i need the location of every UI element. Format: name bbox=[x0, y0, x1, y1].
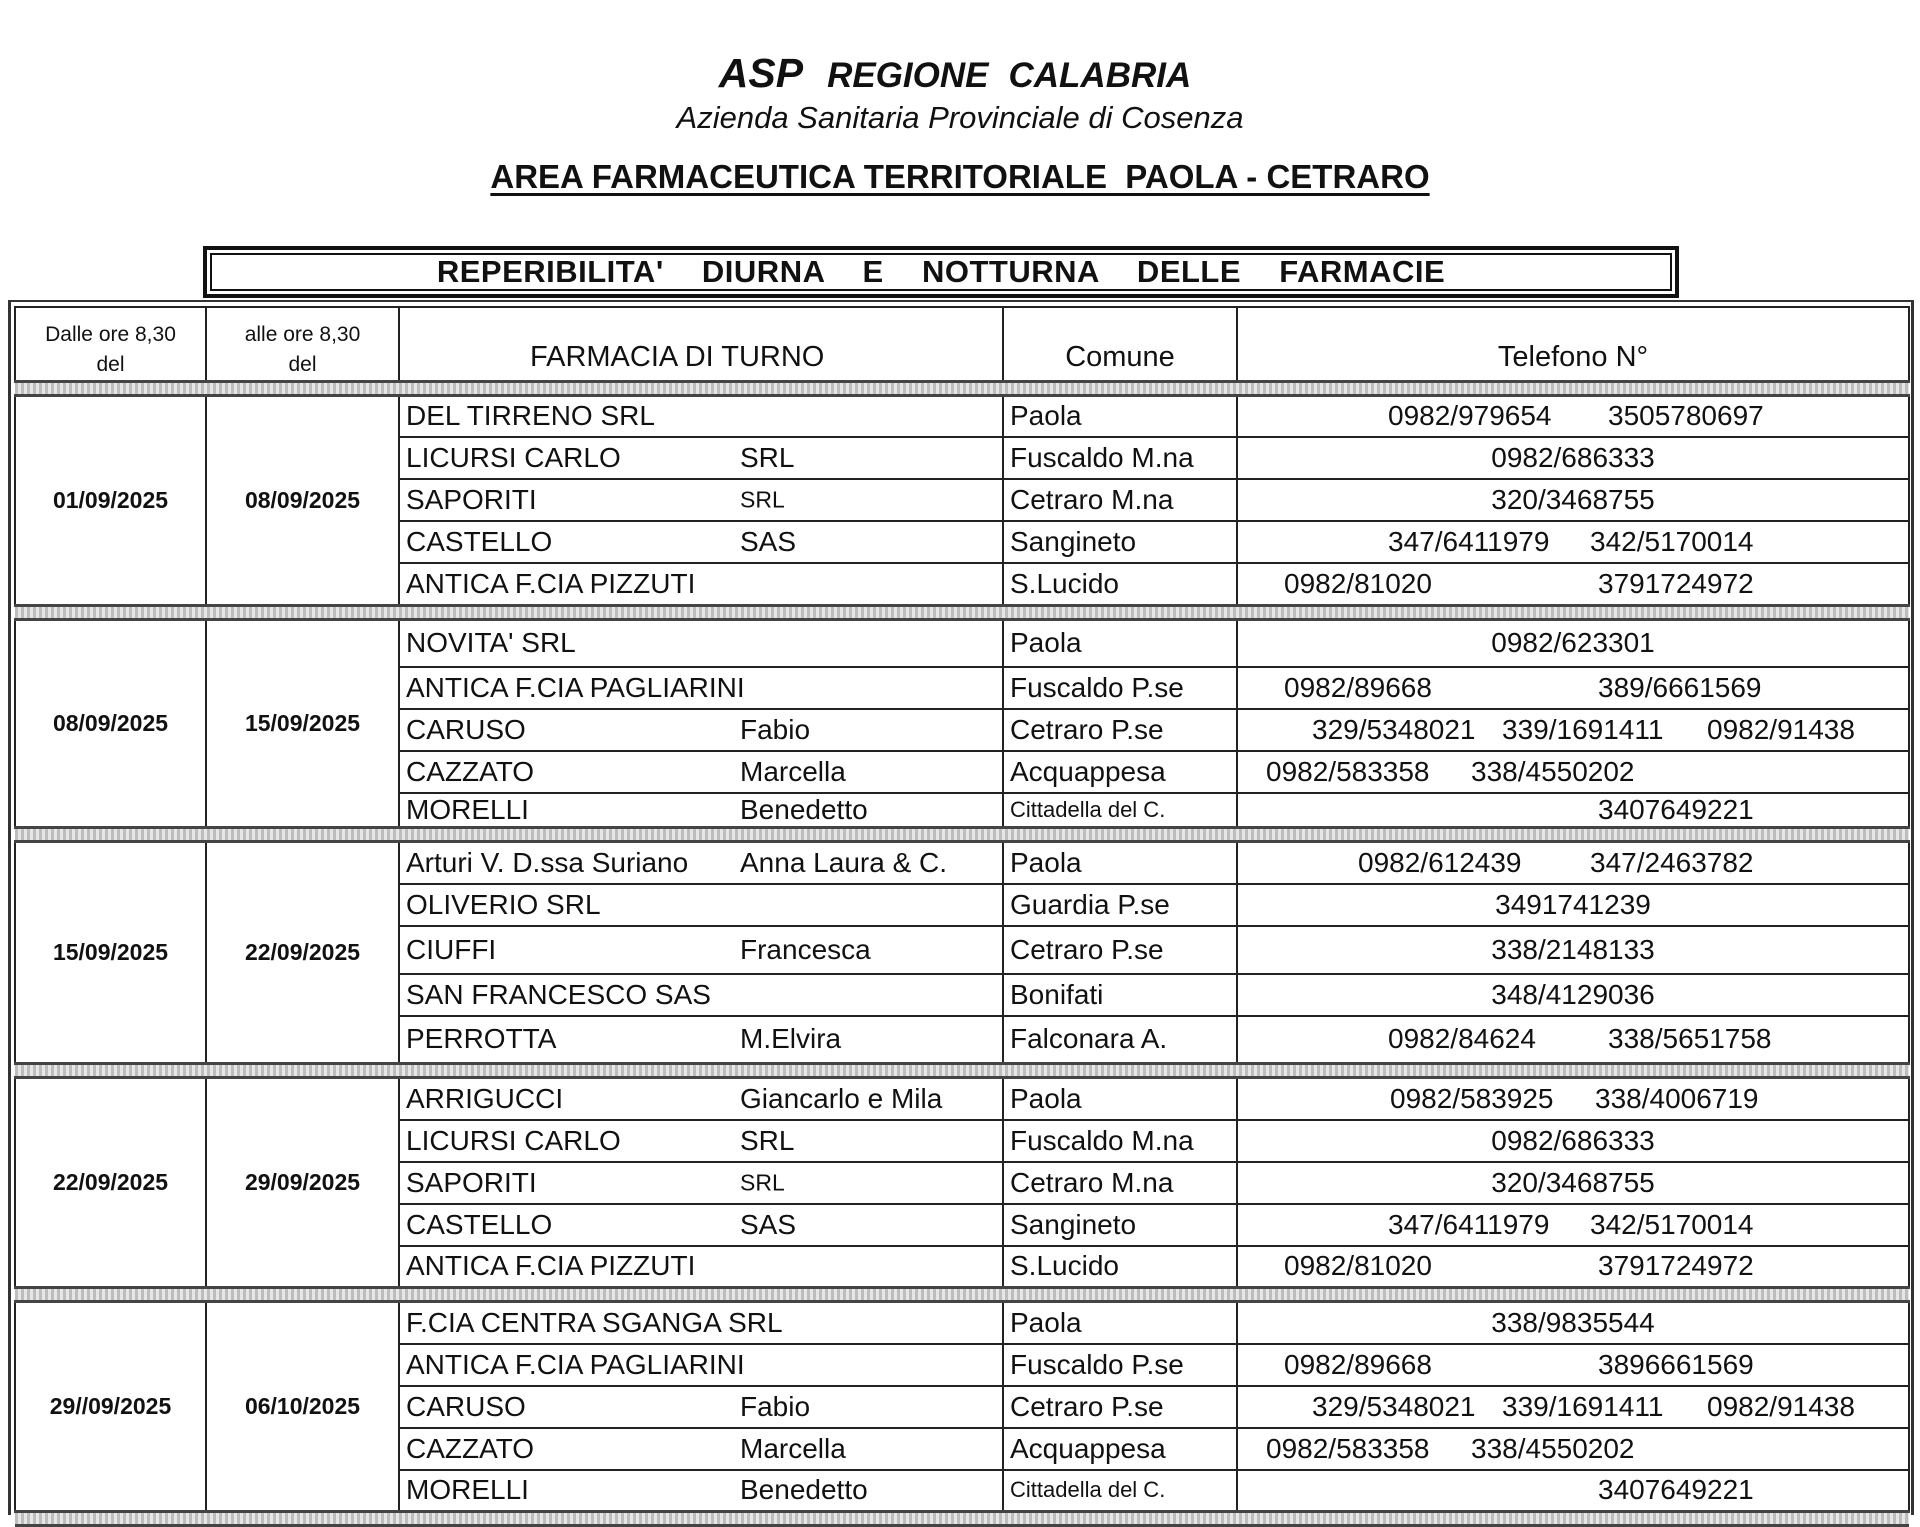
pharmacy-name-cell bbox=[399, 1078, 1003, 1120]
phone-number: 320/3468755 bbox=[1491, 484, 1655, 515]
phone-number: 0982/81020 bbox=[1284, 1250, 1432, 1282]
pharmacy-name: CASTELLO bbox=[406, 526, 553, 557]
col-town-header: Comune bbox=[1003, 307, 1237, 381]
phone-number: 389/6661569 bbox=[1598, 672, 1762, 703]
phone-number: 329/5348021 bbox=[1312, 1390, 1476, 1422]
pharmacy-name: ANTICA F.CIA PAGLIARINI bbox=[406, 672, 745, 703]
pharmacy-owner: Marcella bbox=[740, 756, 846, 787]
pharmacy-owner: Marcella bbox=[740, 1432, 846, 1464]
pharmacy-name-cell bbox=[399, 1016, 1003, 1064]
pharmacy-owner: SRL bbox=[740, 442, 795, 473]
pharmacy-owner: SRL bbox=[740, 486, 785, 513]
pharmacy-name: LICURSI CARLO bbox=[406, 442, 621, 473]
pharmacy-name: CAZZATO bbox=[406, 1432, 535, 1464]
pharmacy-owner: Benedetto bbox=[740, 1474, 868, 1506]
phone-cell bbox=[1237, 1302, 1909, 1344]
pharmacy-owner: Fabio bbox=[740, 714, 811, 745]
phone-number: 0982/686333 bbox=[1491, 1124, 1655, 1156]
town-cell: Paola bbox=[1003, 842, 1237, 884]
town-cell: Acquappesa bbox=[1003, 1428, 1237, 1470]
phone-number: 0982/583358 bbox=[1266, 756, 1430, 787]
phone-number: 0982/89668 bbox=[1284, 1348, 1432, 1380]
phone-number: 0982/612439 bbox=[1358, 846, 1522, 878]
phone-cell bbox=[1237, 1428, 1909, 1470]
town-cell: Falconara A. bbox=[1003, 1016, 1237, 1064]
week-to-date: 29/09/2025 bbox=[206, 1078, 399, 1288]
pharmacy-owner: SAS bbox=[740, 526, 797, 557]
pharmacy-name-cell bbox=[399, 437, 1003, 479]
town-cell: S.Lucido bbox=[1003, 1246, 1237, 1288]
pharmacy-name-cell bbox=[399, 1386, 1003, 1428]
phone-cell bbox=[1237, 884, 1909, 926]
phone-number: 0982/89668 bbox=[1284, 672, 1432, 703]
phone-cell bbox=[1237, 437, 1909, 479]
pharmacy-name-cell bbox=[399, 884, 1003, 926]
table-row bbox=[15, 1302, 1909, 1344]
pharmacy-owner: Fabio bbox=[740, 1390, 811, 1422]
col-phone-header: Telefono N° bbox=[1237, 307, 1909, 381]
phone-number: 338/9835544 bbox=[1491, 1306, 1655, 1338]
town-cell: Paola bbox=[1003, 395, 1237, 437]
town-cell: Cetraro M.na bbox=[1003, 1162, 1237, 1204]
week-to-date: 08/09/2025 bbox=[206, 395, 399, 605]
phone-number: 0982/979654 bbox=[1388, 400, 1552, 432]
regione-label: REGIONE bbox=[827, 56, 989, 95]
phone-number: 347/6411979 bbox=[1388, 526, 1550, 557]
table-row bbox=[15, 842, 1909, 884]
phone-number: 3505780697 bbox=[1608, 400, 1764, 432]
phone-number: 0982/81020 bbox=[1284, 567, 1432, 599]
asp-label: ASP bbox=[718, 50, 804, 96]
phone-number: 3491741239 bbox=[1495, 888, 1651, 920]
phone-number: 338/5651758 bbox=[1608, 1023, 1772, 1055]
week-from-date: 15/09/2025 bbox=[15, 842, 206, 1064]
phone-cell bbox=[1237, 793, 1909, 828]
week-separator bbox=[15, 1064, 1909, 1078]
pharmacy-name-cell bbox=[399, 751, 1003, 793]
pharmacy-name: Arturi V. D.ssa Suriano bbox=[406, 846, 689, 878]
phone-number: 0982/91438 bbox=[1707, 1390, 1855, 1422]
phone-cell bbox=[1237, 521, 1909, 563]
pharmacy-name: DEL TIRRENO SRL bbox=[406, 400, 655, 432]
pharmacy-name: ANTICA F.CIA PAGLIARINI bbox=[406, 1348, 745, 1380]
phone-cell bbox=[1237, 1078, 1909, 1120]
town-cell: Paola bbox=[1003, 619, 1237, 667]
pharmacy-name: ANTICA F.CIA PIZZUTI bbox=[406, 1250, 696, 1282]
phone-number: 3407649221 bbox=[1598, 1474, 1754, 1506]
phone-number: 3791724972 bbox=[1598, 567, 1754, 599]
phone-number: 347/6411979 bbox=[1388, 1208, 1550, 1240]
pharmacy-name-cell bbox=[399, 1204, 1003, 1246]
week-separator bbox=[15, 605, 1909, 619]
schedule-body bbox=[15, 381, 1909, 1526]
week-from-date: 08/09/2025 bbox=[15, 619, 206, 828]
pharmacy-name: LICURSI CARLO bbox=[406, 1124, 621, 1156]
phone-number: 3407649221 bbox=[1598, 794, 1754, 825]
town-cell: Fuscaldo M.na bbox=[1003, 437, 1237, 479]
pharmacy-owner: Benedetto bbox=[740, 794, 868, 825]
phone-number: 0982/91438 bbox=[1707, 714, 1855, 745]
town-cell: Fuscaldo P.se bbox=[1003, 1344, 1237, 1386]
week-separator bbox=[15, 381, 1909, 395]
pharmacy-name: F.CIA CENTRA SGANGA SRL bbox=[406, 1306, 783, 1338]
phone-cell bbox=[1237, 1470, 1909, 1512]
pharmacy-name: ARRIGUCCI bbox=[406, 1082, 564, 1114]
phone-cell bbox=[1237, 1344, 1909, 1386]
pharmacy-name: PERROTTA bbox=[406, 1023, 557, 1055]
pharmacy-name-cell bbox=[399, 667, 1003, 709]
table-row bbox=[15, 1078, 1909, 1120]
phone-number: 329/5348021 bbox=[1312, 714, 1476, 745]
phone-cell bbox=[1237, 1246, 1909, 1288]
phone-number: 347/2463782 bbox=[1590, 846, 1754, 878]
phone-cell bbox=[1237, 563, 1909, 605]
pharmacy-name-cell bbox=[399, 974, 1003, 1016]
phone-cell bbox=[1237, 842, 1909, 884]
pharmacy-owner: M.Elvira bbox=[740, 1023, 842, 1055]
pharmacy-name: CARUSO bbox=[406, 714, 526, 745]
pharmacy-owner: Francesca bbox=[740, 933, 871, 965]
phone-cell bbox=[1237, 709, 1909, 751]
pharmacy-owner: SRL bbox=[740, 1169, 785, 1195]
town-cell: Cetraro P.se bbox=[1003, 926, 1237, 974]
table-end-separator bbox=[15, 1512, 1909, 1526]
phone-number: 339/1691411 bbox=[1502, 1390, 1664, 1422]
col-pharmacy-header: FARMACIA DI TURNO bbox=[399, 307, 1003, 381]
phone-cell bbox=[1237, 667, 1909, 709]
phone-cell bbox=[1237, 1120, 1909, 1162]
week-to-date: 06/10/2025 bbox=[206, 1302, 399, 1512]
agency-subtitle: Azienda Sanitaria Provinciale di Cosenza bbox=[676, 100, 1244, 135]
agency-title bbox=[0, 50, 1920, 97]
town-cell: Bonifati bbox=[1003, 974, 1237, 1016]
pharmacy-name-cell bbox=[399, 395, 1003, 437]
pharmacy-name-cell bbox=[399, 1470, 1003, 1512]
week-from-date: 01/09/2025 bbox=[15, 395, 206, 605]
pharmacy-name-cell bbox=[399, 1302, 1003, 1344]
phone-cell bbox=[1237, 1016, 1909, 1064]
phone-number: 0982/583358 bbox=[1266, 1432, 1430, 1464]
pharmacy-name-cell bbox=[399, 926, 1003, 974]
pharmacy-name: CARUSO bbox=[406, 1390, 526, 1422]
pharmacy-name-cell bbox=[399, 1344, 1003, 1386]
phone-cell bbox=[1237, 974, 1909, 1016]
town-cell: Fuscaldo M.na bbox=[1003, 1120, 1237, 1162]
phone-number: 3791724972 bbox=[1598, 1250, 1754, 1282]
phone-cell bbox=[1237, 926, 1909, 974]
pharmacy-name: CIUFFI bbox=[406, 933, 497, 965]
pharmacy-name: MORELLI bbox=[406, 794, 529, 825]
week-to-date: 22/09/2025 bbox=[206, 842, 399, 1064]
town-cell: Cittadella del C. bbox=[1003, 1470, 1237, 1512]
week-separator bbox=[15, 828, 1909, 842]
phone-number: 342/5170014 bbox=[1590, 526, 1754, 557]
phone-number: 338/4006719 bbox=[1595, 1082, 1759, 1114]
pharmacy-name: CAZZATO bbox=[406, 756, 535, 787]
pharmacy-name-cell bbox=[399, 479, 1003, 521]
phone-cell bbox=[1237, 395, 1909, 437]
town-cell: Fuscaldo P.se bbox=[1003, 667, 1237, 709]
phone-cell bbox=[1237, 751, 1909, 793]
pharmacy-name-cell bbox=[399, 793, 1003, 828]
town-cell: Cetraro M.na bbox=[1003, 479, 1237, 521]
phone-number: 0982/686333 bbox=[1491, 442, 1655, 473]
pharmacy-name: ANTICA F.CIA PIZZUTI bbox=[406, 567, 696, 599]
week-separator bbox=[15, 1288, 1909, 1302]
pharmacy-owner: SAS bbox=[740, 1208, 797, 1240]
pharmacy-name-cell bbox=[399, 1246, 1003, 1288]
town-cell: Guardia P.se bbox=[1003, 884, 1237, 926]
table-row bbox=[15, 395, 1909, 437]
pharmacy-name-cell bbox=[399, 1162, 1003, 1204]
pharmacy-owner: SRL bbox=[740, 1124, 795, 1156]
phone-number: 342/5170014 bbox=[1590, 1208, 1754, 1240]
header-row bbox=[15, 307, 1909, 381]
table-row bbox=[15, 619, 1909, 667]
phone-number: 339/1691411 bbox=[1502, 714, 1664, 745]
phone-number: 0982/583925 bbox=[1390, 1082, 1554, 1114]
col-to-header: alle ore 8,30 del bbox=[206, 307, 399, 381]
town-cell: Cittadella del C. bbox=[1003, 793, 1237, 828]
pharmacy-name-cell bbox=[399, 842, 1003, 884]
town-cell: Sangineto bbox=[1003, 521, 1237, 563]
phone-cell bbox=[1237, 1162, 1909, 1204]
week-from-date: 22/09/2025 bbox=[15, 1078, 206, 1288]
pharmacy-name: MORELLI bbox=[406, 1474, 529, 1506]
pharmacy-name-cell bbox=[399, 1428, 1003, 1470]
phone-number: 0982/84624 bbox=[1388, 1023, 1536, 1055]
area-heading: AREA FARMACEUTICA TERRITORIALE PAOLA - CETRARO bbox=[490, 158, 1430, 195]
town-cell: Paola bbox=[1003, 1302, 1237, 1344]
phone-number: 0982/623301 bbox=[1491, 627, 1655, 659]
pharmacy-name: SAPORITI bbox=[406, 1166, 537, 1198]
town-cell: Sangineto bbox=[1003, 1204, 1237, 1246]
phone-number: 338/4550202 bbox=[1471, 756, 1635, 787]
pharmacy-schedule-table bbox=[14, 306, 1910, 1527]
schedule-banner: REPERIBILITA' DIURNA E NOTTURNA DELLE FARMACIE bbox=[203, 246, 1679, 298]
week-from-date: 29//09/2025 bbox=[15, 1302, 206, 1512]
phone-number: 348/4129036 bbox=[1491, 978, 1655, 1010]
pharmacy-name: OLIVERIO SRL bbox=[406, 888, 601, 920]
pharmacy-name: SAPORITI bbox=[406, 484, 537, 515]
week-to-date: 15/09/2025 bbox=[206, 619, 399, 828]
pharmacy-owner: Giancarlo e Mila bbox=[740, 1082, 943, 1114]
pharmacy-owner: Anna Laura & C. bbox=[740, 846, 948, 878]
phone-cell bbox=[1237, 619, 1909, 667]
phone-number: 320/3468755 bbox=[1491, 1166, 1655, 1198]
calabria-label: CALABRIA bbox=[1008, 56, 1192, 95]
town-cell: S.Lucido bbox=[1003, 563, 1237, 605]
phone-cell bbox=[1237, 1386, 1909, 1428]
pharmacy-name: NOVITA' SRL bbox=[406, 627, 576, 659]
town-cell: Cetraro P.se bbox=[1003, 1386, 1237, 1428]
pharmacy-name: CASTELLO bbox=[406, 1208, 553, 1240]
phone-number: 3896661569 bbox=[1598, 1348, 1754, 1380]
phone-number: 338/4550202 bbox=[1471, 1432, 1635, 1464]
pharmacy-name: SAN FRANCESCO SAS bbox=[406, 978, 711, 1010]
phone-cell bbox=[1237, 1204, 1909, 1246]
town-cell: Paola bbox=[1003, 1078, 1237, 1120]
col-from-header: Dalle ore 8,30 del bbox=[15, 307, 206, 381]
pharmacy-name-cell bbox=[399, 709, 1003, 751]
pharmacy-name-cell bbox=[399, 1120, 1003, 1162]
phone-number: 338/2148133 bbox=[1491, 933, 1655, 965]
pharmacy-name-cell bbox=[399, 563, 1003, 605]
pharmacy-name-cell bbox=[399, 619, 1003, 667]
town-cell: Acquappesa bbox=[1003, 751, 1237, 793]
phone-cell bbox=[1237, 479, 1909, 521]
town-cell: Cetraro P.se bbox=[1003, 709, 1237, 751]
pharmacy-name-cell bbox=[399, 521, 1003, 563]
